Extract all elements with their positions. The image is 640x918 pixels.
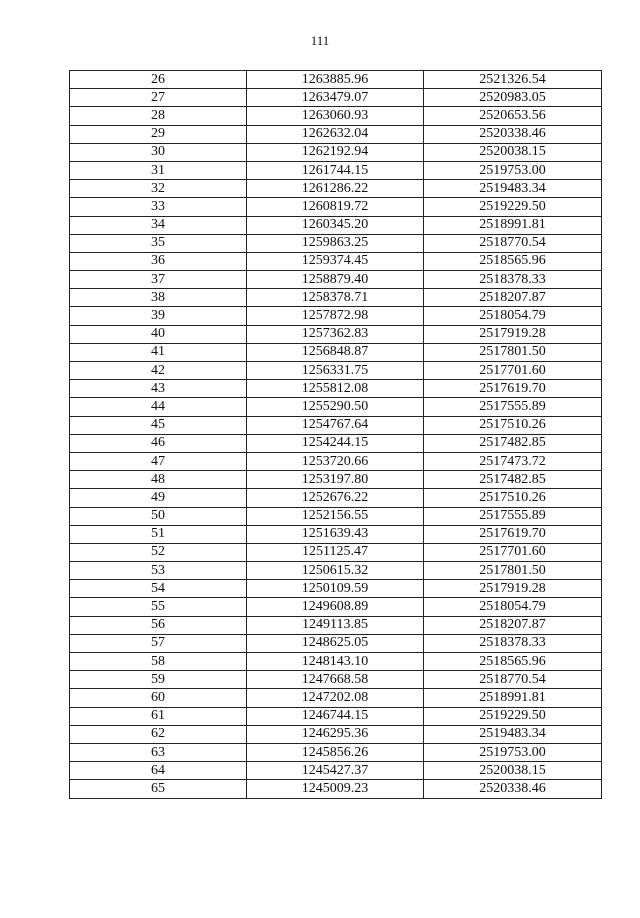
- point-number-cell: 30: [70, 143, 247, 161]
- point-number-cell: 63: [70, 743, 247, 761]
- table-row: [70, 216, 602, 234]
- x-coordinate-cell: 1253720.66: [247, 452, 424, 470]
- y-coordinate-cell: 2520038.15: [424, 143, 602, 161]
- x-coordinate-cell: 1260345.20: [247, 216, 424, 234]
- y-coordinate-cell: 2518565.96: [424, 252, 602, 270]
- x-coordinate-cell: 1249113.85: [247, 616, 424, 634]
- y-coordinate-cell: 2518378.33: [424, 634, 602, 652]
- table-row: [70, 307, 602, 325]
- point-number-cell: 45: [70, 416, 247, 434]
- table-row: [70, 107, 602, 125]
- table-row: [70, 452, 602, 470]
- y-coordinate-cell: 2520653.56: [424, 107, 602, 125]
- point-number-cell: 29: [70, 125, 247, 143]
- x-coordinate-cell: 1250615.32: [247, 562, 424, 580]
- x-coordinate-cell: 1254244.15: [247, 434, 424, 452]
- point-number-cell: 55: [70, 598, 247, 616]
- table-row: [70, 507, 602, 525]
- point-number-cell: 48: [70, 471, 247, 489]
- point-number-cell: 54: [70, 580, 247, 598]
- x-coordinate-cell: 1262632.04: [247, 125, 424, 143]
- y-coordinate-cell: 2517555.89: [424, 507, 602, 525]
- table-row: [70, 362, 602, 380]
- point-number-cell: 46: [70, 434, 247, 452]
- y-coordinate-cell: 2517510.26: [424, 489, 602, 507]
- table-row: [70, 143, 602, 161]
- page-number: 111: [310, 33, 330, 48]
- y-coordinate-cell: 2518054.79: [424, 307, 602, 325]
- table-row: [70, 125, 602, 143]
- point-number-cell: 53: [70, 562, 247, 580]
- table-row: [70, 289, 602, 307]
- x-coordinate-cell: 1248625.05: [247, 634, 424, 652]
- point-number-cell: 60: [70, 689, 247, 707]
- point-number-cell: 43: [70, 380, 247, 398]
- x-coordinate-cell: 1249608.89: [247, 598, 424, 616]
- x-coordinate-cell: 1259863.25: [247, 234, 424, 252]
- y-coordinate-cell: 2519229.50: [424, 707, 602, 725]
- y-coordinate-cell: 2518991.81: [424, 689, 602, 707]
- table-row: [70, 707, 602, 725]
- y-coordinate-cell: 2517701.60: [424, 362, 602, 380]
- x-coordinate-cell: 1258378.71: [247, 289, 424, 307]
- y-coordinate-cell: 2519229.50: [424, 198, 602, 216]
- y-coordinate-cell: 2517701.60: [424, 543, 602, 561]
- point-number-cell: 34: [70, 216, 247, 234]
- x-coordinate-cell: 1255812.08: [247, 380, 424, 398]
- x-coordinate-cell: 1251639.43: [247, 525, 424, 543]
- point-number-cell: 37: [70, 271, 247, 289]
- x-coordinate-cell: 1260819.72: [247, 198, 424, 216]
- point-number-cell: 28: [70, 107, 247, 125]
- point-number-cell: 64: [70, 762, 247, 780]
- table-row: [70, 489, 602, 507]
- y-coordinate-cell: 2517619.70: [424, 380, 602, 398]
- point-number-cell: 49: [70, 489, 247, 507]
- x-coordinate-cell: 1252156.55: [247, 507, 424, 525]
- x-coordinate-cell: 1246744.15: [247, 707, 424, 725]
- y-coordinate-cell: 2517919.28: [424, 325, 602, 343]
- table-row: [70, 671, 602, 689]
- y-coordinate-cell: 2517555.89: [424, 398, 602, 416]
- point-number-cell: 27: [70, 89, 247, 107]
- point-number-cell: 36: [70, 252, 247, 270]
- x-coordinate-cell: 1256848.87: [247, 343, 424, 361]
- table-row: [70, 71, 602, 89]
- y-coordinate-cell: 2519753.00: [424, 161, 602, 179]
- x-coordinate-cell: 1253197.80: [247, 471, 424, 489]
- y-coordinate-cell: 2517919.28: [424, 580, 602, 598]
- x-coordinate-cell: 1252676.22: [247, 489, 424, 507]
- table-row: [70, 543, 602, 561]
- table-row: [70, 653, 602, 671]
- y-coordinate-cell: 2520338.46: [424, 780, 602, 798]
- x-coordinate-cell: 1258879.40: [247, 271, 424, 289]
- y-coordinate-cell: 2520983.05: [424, 89, 602, 107]
- x-coordinate-cell: 1255290.50: [247, 398, 424, 416]
- y-coordinate-cell: 2518378.33: [424, 271, 602, 289]
- x-coordinate-cell: 1263479.07: [247, 89, 424, 107]
- point-number-cell: 59: [70, 671, 247, 689]
- coordinates-table: [69, 70, 602, 799]
- table-row: [70, 471, 602, 489]
- table-row: [70, 416, 602, 434]
- point-number-cell: 42: [70, 362, 247, 380]
- point-number-cell: 26: [70, 71, 247, 89]
- table-row: [70, 89, 602, 107]
- y-coordinate-cell: 2519483.34: [424, 725, 602, 743]
- x-coordinate-cell: 1256331.75: [247, 362, 424, 380]
- x-coordinate-cell: 1259374.45: [247, 252, 424, 270]
- y-coordinate-cell: 2517510.26: [424, 416, 602, 434]
- point-number-cell: 32: [70, 180, 247, 198]
- point-number-cell: 57: [70, 634, 247, 652]
- y-coordinate-cell: 2517619.70: [424, 525, 602, 543]
- table-row: [70, 780, 602, 798]
- point-number-cell: 39: [70, 307, 247, 325]
- x-coordinate-cell: 1261744.15: [247, 161, 424, 179]
- y-coordinate-cell: 2519753.00: [424, 743, 602, 761]
- table-row: [70, 198, 602, 216]
- table-row: [70, 580, 602, 598]
- table-row: [70, 398, 602, 416]
- table-row: [70, 234, 602, 252]
- y-coordinate-cell: 2518770.54: [424, 671, 602, 689]
- table-row: [70, 743, 602, 761]
- point-number-cell: 51: [70, 525, 247, 543]
- y-coordinate-cell: 2521326.54: [424, 71, 602, 89]
- point-number-cell: 33: [70, 198, 247, 216]
- table-row: [70, 525, 602, 543]
- x-coordinate-cell: 1246295.36: [247, 725, 424, 743]
- y-coordinate-cell: 2518207.87: [424, 616, 602, 634]
- y-coordinate-cell: 2517801.50: [424, 343, 602, 361]
- table-row: [70, 271, 602, 289]
- table-row: [70, 562, 602, 580]
- x-coordinate-cell: 1247668.58: [247, 671, 424, 689]
- table-row: [70, 161, 602, 179]
- point-number-cell: 58: [70, 653, 247, 671]
- x-coordinate-cell: 1263885.96: [247, 71, 424, 89]
- y-coordinate-cell: 2518991.81: [424, 216, 602, 234]
- table-row: [70, 598, 602, 616]
- y-coordinate-cell: 2518054.79: [424, 598, 602, 616]
- point-number-cell: 40: [70, 325, 247, 343]
- point-number-cell: 50: [70, 507, 247, 525]
- point-number-cell: 31: [70, 161, 247, 179]
- table-row: [70, 180, 602, 198]
- table-row: [70, 343, 602, 361]
- x-coordinate-cell: 1263060.93: [247, 107, 424, 125]
- x-coordinate-cell: 1248143.10: [247, 653, 424, 671]
- x-coordinate-cell: 1261286.22: [247, 180, 424, 198]
- y-coordinate-cell: 2518565.96: [424, 653, 602, 671]
- x-coordinate-cell: 1245427.37: [247, 762, 424, 780]
- table-row: [70, 252, 602, 270]
- table-row: [70, 380, 602, 398]
- point-number-cell: 35: [70, 234, 247, 252]
- point-number-cell: 56: [70, 616, 247, 634]
- point-number-cell: 65: [70, 780, 247, 798]
- y-coordinate-cell: 2517482.85: [424, 471, 602, 489]
- y-coordinate-cell: 2520038.15: [424, 762, 602, 780]
- table-row: [70, 434, 602, 452]
- x-coordinate-cell: 1257362.83: [247, 325, 424, 343]
- point-number-cell: 41: [70, 343, 247, 361]
- y-coordinate-cell: 2517473.72: [424, 452, 602, 470]
- point-number-cell: 52: [70, 543, 247, 561]
- x-coordinate-cell: 1251125.47: [247, 543, 424, 561]
- point-number-cell: 47: [70, 452, 247, 470]
- y-coordinate-cell: 2520338.46: [424, 125, 602, 143]
- x-coordinate-cell: 1245009.23: [247, 780, 424, 798]
- table-row: [70, 634, 602, 652]
- x-coordinate-cell: 1245856.26: [247, 743, 424, 761]
- y-coordinate-cell: 2517482.85: [424, 434, 602, 452]
- x-coordinate-cell: 1247202.08: [247, 689, 424, 707]
- y-coordinate-cell: 2518770.54: [424, 234, 602, 252]
- table-row: [70, 325, 602, 343]
- x-coordinate-cell: 1257872.98: [247, 307, 424, 325]
- table-row: [70, 616, 602, 634]
- x-coordinate-cell: 1262192.94: [247, 143, 424, 161]
- y-coordinate-cell: 2517801.50: [424, 562, 602, 580]
- table-row: [70, 689, 602, 707]
- point-number-cell: 38: [70, 289, 247, 307]
- point-number-cell: 61: [70, 707, 247, 725]
- table-row: [70, 725, 602, 743]
- x-coordinate-cell: 1250109.59: [247, 580, 424, 598]
- coordinates-table-body: [70, 71, 602, 799]
- point-number-cell: 62: [70, 725, 247, 743]
- x-coordinate-cell: 1254767.64: [247, 416, 424, 434]
- table-row: [70, 762, 602, 780]
- y-coordinate-cell: 2518207.87: [424, 289, 602, 307]
- y-coordinate-cell: 2519483.34: [424, 180, 602, 198]
- point-number-cell: 44: [70, 398, 247, 416]
